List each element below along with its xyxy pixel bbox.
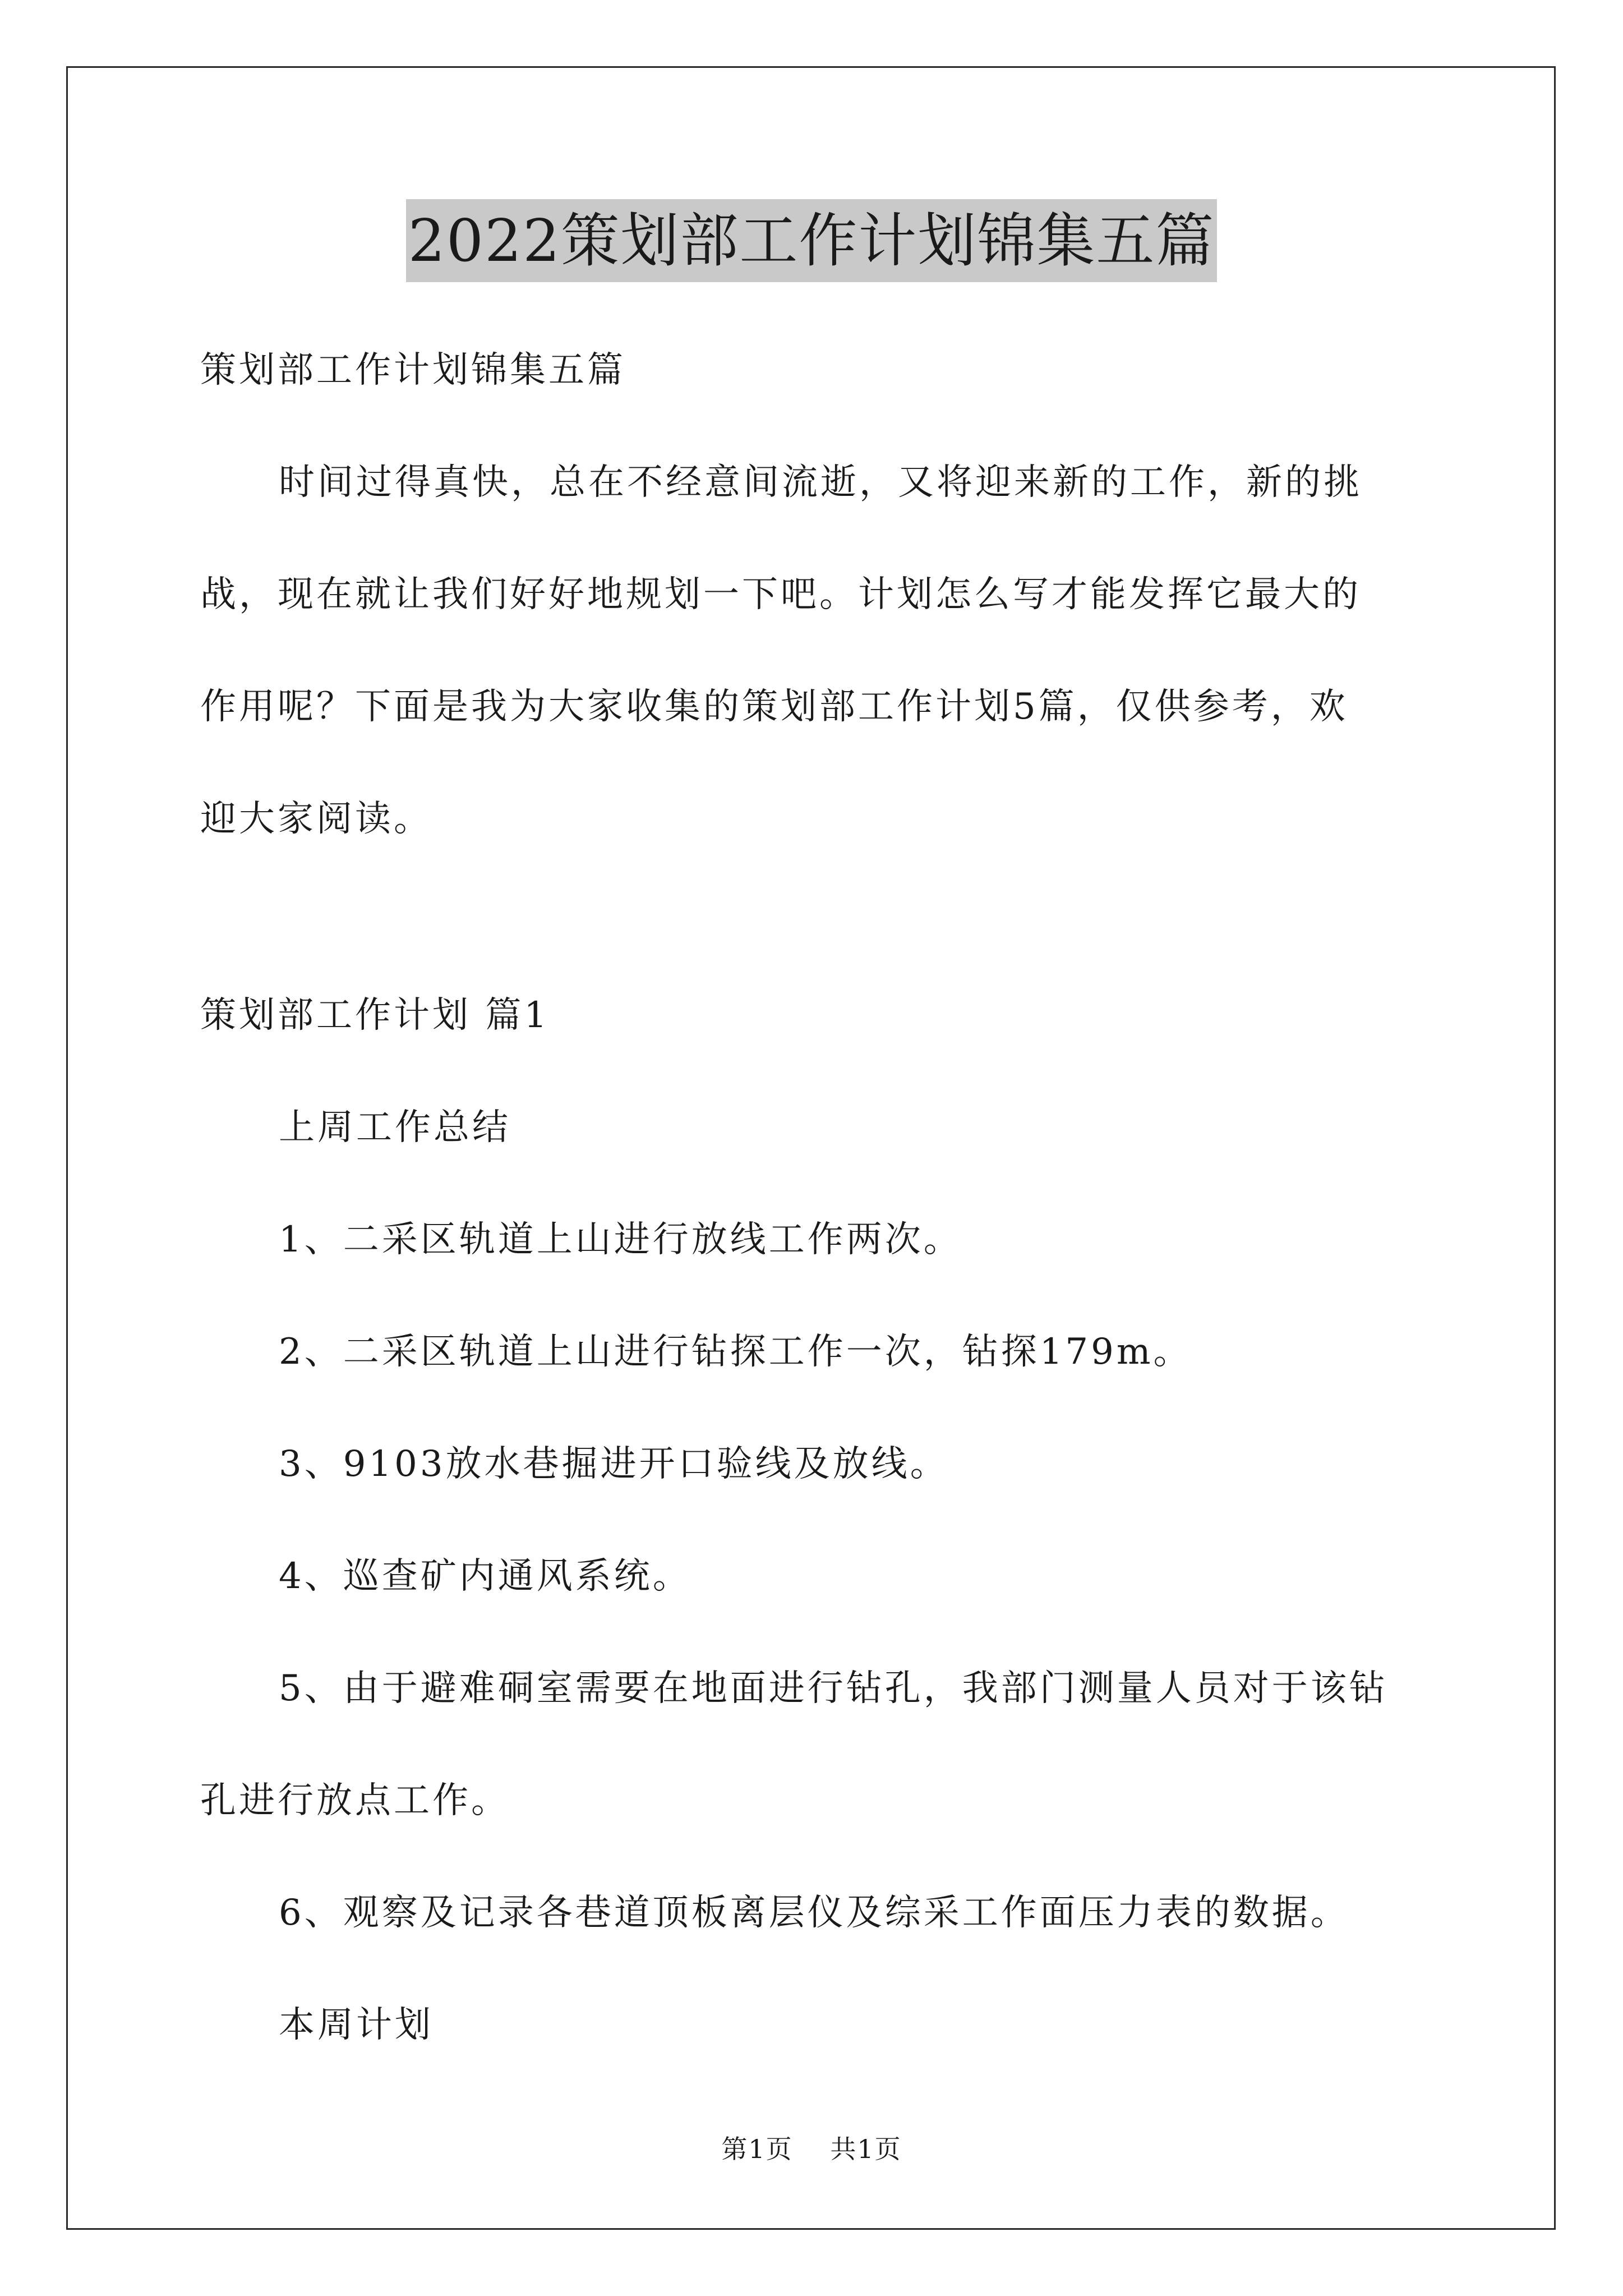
list-item: 2、二采区轨道上山进行钻探工作一次，钻探179m。 xyxy=(279,1331,1192,1373)
intro-line-3: 作用呢？下面是我为大家收集的策划部工作计划5篇，仅供参考，欢 xyxy=(200,686,1348,728)
spacer xyxy=(200,903,1434,987)
title-text: 2022策划部工作计划锦集五篇 xyxy=(406,199,1218,282)
list-item: 4、巡查矿内通风系统。 xyxy=(279,1556,691,1597)
document-body xyxy=(200,342,1434,2109)
intro-line-2: 战，现在就让我们好好地规划一下吧。计划怎么写才能发挥它最大的 xyxy=(200,574,1361,615)
page-total: 共1页 xyxy=(830,2134,902,2164)
intro-line-1: 时间过得真快，总在不经意间流逝，又将迎来新的工作，新的挑 xyxy=(279,462,1362,503)
list-item: 3、9103放水巷掘进开口验线及放线。 xyxy=(279,1443,949,1485)
list-item: 1、二采区轨道上山进行放线工作两次。 xyxy=(279,1219,962,1260)
page-footer xyxy=(0,2129,1623,2166)
document-title xyxy=(0,199,1623,282)
list-item-5-line-1: 5、由于避难硐室需要在地面进行钻孔，我部门测量人员对于该钻 xyxy=(279,1668,1388,1709)
this-week-heading: 本周计划 xyxy=(279,2004,434,2046)
list-item: 6、观察及记录各巷道顶板离层仪及综采工作面压力表的数据。 xyxy=(279,1892,1349,1934)
intro-line-4: 迎大家阅读。 xyxy=(200,798,432,840)
page-number: 第1页 xyxy=(721,2134,793,2164)
subtitle: 策划部工作计划锦集五篇 xyxy=(200,349,626,391)
section-heading: 策划部工作计划 篇1 xyxy=(200,995,550,1036)
last-week-heading: 上周工作总结 xyxy=(279,1107,511,1148)
list-item-5-line-2: 孔进行放点工作。 xyxy=(200,1780,510,1821)
